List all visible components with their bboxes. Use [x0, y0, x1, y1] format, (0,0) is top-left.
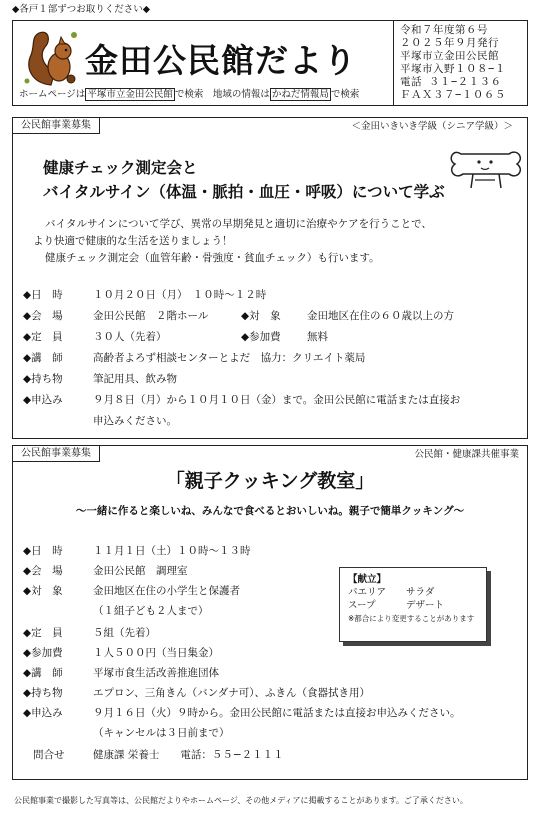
homepage-suffix: で検索 地域の情報は [174, 89, 270, 100]
section-health-check [12, 117, 528, 439]
target-row-continued [93, 604, 209, 618]
apply-value-line2: （キャンセルは３日前まで） [93, 727, 230, 739]
apply-label: ◆申込み [23, 707, 63, 719]
menu-title: 【献立】 [348, 574, 387, 585]
capacity-value: ５組（先着） [93, 627, 156, 639]
capacity-label: ◆定 員 [23, 331, 63, 343]
menu-item: サラダ [406, 587, 435, 598]
menu-item: パエリア [348, 587, 387, 598]
menu-note: ※都合により変更することがあります [348, 614, 475, 623]
lecturer-row [23, 351, 365, 365]
section-tag: 公民館事業募集 [13, 118, 100, 134]
date-row [23, 544, 251, 558]
capacity-value: ３０人（先着） [93, 331, 167, 343]
capacity-row [23, 330, 167, 344]
issue-date: ２０２５年９月発行 [400, 37, 499, 49]
bone-mascot-icon [449, 144, 523, 196]
menu-box [339, 567, 487, 642]
fee-row [241, 330, 328, 344]
date-row [23, 288, 266, 302]
distribution-note: ◆各戸１部ずつお取りください◆ [12, 4, 151, 15]
event-title: 「親子クッキング教室」 [165, 470, 375, 492]
date-label: ◆日 時 [23, 289, 63, 301]
local-info-search-keyword: かねだ情報局 [271, 89, 329, 100]
homepage-info [19, 89, 359, 101]
event-subtitle: 〜一緒に作ると楽しいね、みんなで食べるとおいしいね。親子で簡単クッキング〜 [75, 505, 465, 517]
local-info-suffix: で検索 [330, 89, 360, 100]
apply-value-line1: ９月８日（月）から１０月１０日（金）まで。金田公民館に電話または直接お [93, 394, 461, 406]
series-name: ＜金田いきいき学級（シニア学級）＞ [351, 121, 513, 132]
target-value-line2: （１組子ども２人まで） [93, 605, 209, 617]
venue-value: 金田公民館 ２階ホール [93, 310, 209, 322]
capacity-row [23, 626, 156, 640]
apply-row [23, 706, 461, 720]
intro-line1: バイタルサインについて学び、異常の早期発見と適切に治療やケアを行うことで、 [45, 218, 432, 230]
lecturer-value: 高齢者よろず相談センターとよだ 協力：クリエイト薬局 [93, 352, 366, 364]
fee-label: ◆参加費 [241, 331, 281, 343]
address: 平塚市入野１０８−１ [400, 63, 506, 75]
venue-value: 金田公民館 調理室 [93, 565, 188, 577]
date-value: １０月２０日（月） １０時〜１２時 [93, 289, 267, 301]
lecturer-value: 平塚市食生活改善推進団体 [93, 667, 219, 679]
date-label: ◆日 時 [23, 545, 63, 557]
lecturer-row [23, 666, 219, 680]
bring-label: ◆持ち物 [23, 373, 63, 385]
target-row [23, 584, 240, 598]
apply-value-line2: 申込みください。 [93, 415, 177, 427]
venue-row [23, 564, 188, 578]
venue-label: ◆会 場 [23, 565, 63, 577]
target-label: ◆対 象 [241, 310, 281, 322]
menu-row-1 [348, 586, 478, 599]
contact-label: 問合せ [33, 749, 65, 761]
intro-text [33, 216, 515, 267]
apply-value-line1: ９月１６日（火）９時から。金田公民館に電話または直接お申込みください。 [93, 707, 461, 719]
target-row [241, 309, 454, 323]
headline-line1: 健康チェック測定会と [43, 158, 198, 177]
fee-value: １人５００円（当日集金） [93, 647, 219, 659]
bring-row [23, 686, 370, 700]
target-label: ◆対 象 [23, 585, 63, 597]
masthead [12, 20, 528, 106]
apply-label: ◆申込み [23, 394, 63, 406]
issue-number: 令和７年度第６号 [400, 24, 488, 36]
headline-line2: バイタルサイン（体温・脈拍・血圧・呼吸）について学ぶ [43, 182, 445, 201]
homepage-prefix: ホームページは [19, 89, 86, 100]
apply-row-continued [93, 726, 230, 740]
menu-row-2 [348, 599, 478, 612]
apply-row-continued [93, 414, 177, 428]
intro-line3: 健康チェック測定会（血管年齢・骨強度・貧血チェック）も行います。 [45, 252, 380, 264]
lecturer-label: ◆講 師 [23, 667, 63, 679]
date-value: １１月１日（土）１０時〜１３時 [93, 545, 251, 557]
menu-item: デザート [406, 600, 445, 611]
apply-row [23, 393, 460, 407]
venue-label: ◆会 場 [23, 310, 63, 322]
bring-value: エプロン、三角きん（バンダナ可）、ふきん（食器拭き用） [93, 687, 370, 699]
phone: 電話 ３１−２１３６ [400, 76, 502, 88]
fee-row [23, 646, 219, 660]
squirrel-logo-icon [21, 27, 79, 89]
bring-row [23, 372, 177, 386]
venue-row [23, 309, 208, 323]
fax: ＦＡＸ３７−１０６５ [400, 89, 506, 101]
newsletter-title: 金田公民館だより [85, 41, 357, 80]
lecturer-label: ◆講 師 [23, 352, 63, 364]
cosponsor-note: 公民館・健康課共催事業 [414, 449, 519, 460]
intro-line2: より快適で健康的な生活を送りましょう！ [33, 235, 233, 247]
issue-info [393, 21, 527, 105]
capacity-label: ◆定 員 [23, 627, 63, 639]
fee-label: ◆参加費 [23, 647, 63, 659]
publisher: 平塚市立金田公民館 [400, 50, 499, 62]
bring-value: 筆記用具、飲み物 [93, 373, 177, 385]
section-tag: 公民館事業募集 [13, 446, 100, 462]
fee-value: 無料 [307, 331, 328, 343]
contact-row [33, 748, 284, 762]
target-value: 金田地区在住の６０歳以上の方 [307, 310, 454, 322]
target-value-line1: 金田地区在住の小学生と保護者 [93, 585, 240, 597]
photo-notice: 公民館事業で撮影した写真等は、公民館だよりやホームページ、その他メディアに掲載することがあります。ご了承ください。 [14, 796, 468, 805]
bring-label: ◆持ち物 [23, 687, 63, 699]
menu-item: スープ [348, 600, 376, 611]
homepage-search-keyword: 平塚市立金田公民館 [87, 89, 173, 100]
contact-value: 健康課 栄養士 電話：５５−２１１１ [93, 749, 284, 761]
